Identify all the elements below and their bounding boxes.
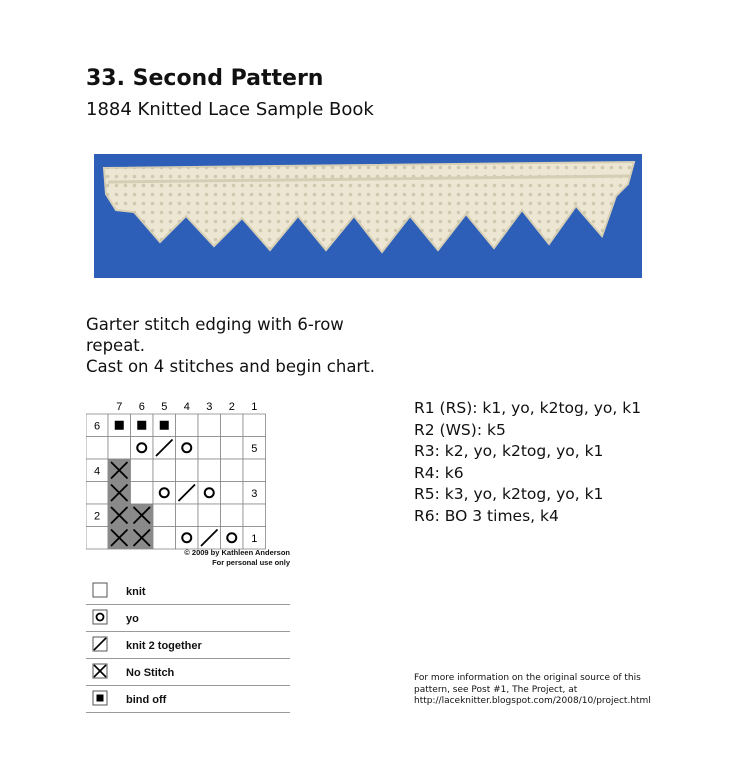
row-number-left: 6 xyxy=(93,420,101,433)
bind-off-mark xyxy=(137,421,146,430)
row-label-cell xyxy=(86,482,108,505)
chart-cell xyxy=(221,414,244,437)
info-line: For more information on the original source of this xyxy=(414,673,641,683)
lace-edging-image xyxy=(94,154,642,278)
chart-legend xyxy=(86,578,290,713)
column-number: 7 xyxy=(116,401,123,413)
copyright-line: © 2009 by Kathleen Anderson xyxy=(184,548,290,557)
row-instructions xyxy=(414,398,641,527)
chart-copyright xyxy=(86,548,290,568)
source-info xyxy=(414,673,674,708)
chart-cell xyxy=(243,459,266,482)
instruction-row: R4: k6 xyxy=(414,463,464,482)
row-number-right: 1 xyxy=(251,532,258,545)
instruction-row: R1 (RS): k1, yo, k2tog, yo, k1 xyxy=(414,399,642,417)
pattern-description xyxy=(86,314,406,377)
chart-cell xyxy=(131,482,154,505)
column-number: 3 xyxy=(206,401,213,413)
legend-row xyxy=(86,659,290,686)
info-line: pattern, see Post #1, The Project, at xyxy=(414,684,578,695)
legend-label: knit xyxy=(126,586,146,598)
legend-label: knit 2 together xyxy=(126,640,202,652)
instruction-row: R3: k2, yo, k2tog, yo, k1 xyxy=(414,442,604,460)
chart-cell xyxy=(221,459,244,482)
chart-cell xyxy=(198,437,221,460)
no-stitch-icon xyxy=(92,663,108,679)
row-label-cell xyxy=(86,437,108,460)
chart-cell xyxy=(176,414,199,437)
lace-photo xyxy=(94,154,642,278)
chart-cell xyxy=(221,527,244,550)
legend-label: yo xyxy=(126,613,139,625)
chart-cell xyxy=(153,459,176,482)
row-number-left: 2 xyxy=(93,510,101,523)
instruction-row: R2 (WS): k5 xyxy=(414,420,506,439)
bind-off-icon xyxy=(92,690,108,706)
chart-cell xyxy=(176,437,199,460)
description-line: Garter stitch edging with 6-row xyxy=(86,315,344,334)
info-url[interactable]: http://laceknitter.blogspot.com/2008/10/project.html xyxy=(414,696,651,706)
legend-row xyxy=(86,686,290,713)
instruction-row: R5: k3, yo, k2tog, yo, k1 xyxy=(414,485,604,503)
legend-row xyxy=(86,632,290,659)
description-line: repeat. xyxy=(86,336,146,355)
chart-cell xyxy=(176,504,199,527)
row-number-right: 5 xyxy=(251,442,258,455)
chart-cell xyxy=(198,459,221,482)
column-number: 1 xyxy=(251,401,258,413)
chart-cell xyxy=(153,504,176,527)
column-number: 2 xyxy=(228,401,235,413)
chart-cell xyxy=(221,482,244,505)
chart-cell xyxy=(243,504,266,527)
chart-cell xyxy=(131,459,154,482)
chart-cell xyxy=(221,504,244,527)
legend-row xyxy=(86,578,290,605)
row-number-right: 3 xyxy=(251,487,258,500)
chart-cell xyxy=(176,527,199,550)
chart-cell xyxy=(221,437,244,460)
chart-cell xyxy=(131,437,154,460)
bind-off-mark xyxy=(160,421,169,430)
k2tog-icon xyxy=(92,636,108,652)
chart-cell xyxy=(243,414,266,437)
copyright-line: For personal use only xyxy=(212,558,290,567)
legend-label: No Stitch xyxy=(126,667,175,679)
instruction-row: R6: BO 3 times, k4 xyxy=(414,506,559,525)
row-number-left: 4 xyxy=(93,465,101,478)
column-number: 4 xyxy=(183,401,190,413)
chart-cell xyxy=(176,459,199,482)
legend-label: bind off xyxy=(126,694,167,706)
knit-icon xyxy=(92,582,108,598)
legend-row xyxy=(86,605,290,632)
description-line: Cast on 4 stitches and begin chart. xyxy=(86,357,375,376)
column-number: 5 xyxy=(161,401,168,413)
row-label-cell xyxy=(86,527,108,550)
chart-cell xyxy=(198,482,221,505)
chart-cell xyxy=(153,482,176,505)
chart-cell xyxy=(198,504,221,527)
page-subtitle: 1884 Knitted Lace Sample Book xyxy=(86,99,374,120)
yo-icon xyxy=(92,609,108,625)
page-title: 33. Second Pattern xyxy=(86,66,324,91)
column-number: 6 xyxy=(138,401,145,413)
bind-off-mark xyxy=(115,421,124,430)
chart-cell xyxy=(108,437,131,460)
chart-cell xyxy=(198,414,221,437)
chart-cell xyxy=(153,527,176,550)
